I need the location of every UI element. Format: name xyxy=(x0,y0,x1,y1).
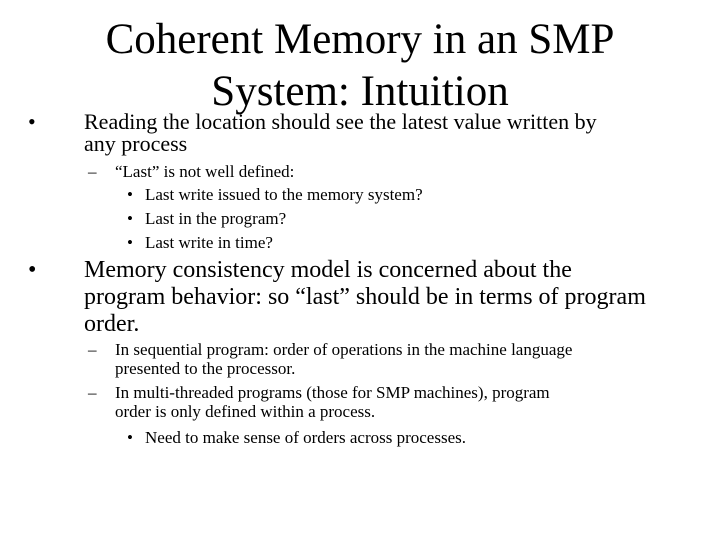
subsub-1-marker: • xyxy=(127,185,133,204)
subsub-3-text: Last write in time? xyxy=(145,233,273,252)
subsub-4-text: Need to make sense of orders across processes. xyxy=(145,428,466,447)
subsub-2-marker: • xyxy=(127,209,133,228)
bullet-2-line-1: Memory consistency model is concerned about the xyxy=(84,257,572,283)
bullet-1-line-2: any process xyxy=(84,131,188,156)
sub-1-marker: – xyxy=(88,162,97,181)
sub-1-text: “Last” is not well defined: xyxy=(115,162,295,181)
subsub-2-text: Last in the program? xyxy=(145,209,287,228)
bullet-1-line-1: Reading the location should see the latest value written by xyxy=(84,109,597,134)
subsub-4-marker: • xyxy=(127,428,133,447)
sub-2-line-1: In sequential program: order of operations in the machine language xyxy=(115,340,573,359)
subsub-1-text: Last write issued to the memory system? xyxy=(145,185,423,204)
title-line-2: System: Intuition xyxy=(211,68,509,115)
bullet-2-line-2: program behavior: so “last” should be in terms of program xyxy=(84,284,646,310)
sub-3-line-2: order is only defined within a process. xyxy=(115,402,376,421)
slide-title xyxy=(60,14,660,118)
bullet-2-line-3: order. xyxy=(84,311,140,337)
subsub-3-marker: • xyxy=(127,233,133,252)
sub-2-marker: – xyxy=(88,340,97,359)
sub-3-marker: – xyxy=(88,383,97,402)
title-line-1: Coherent Memory in an SMP xyxy=(105,16,615,63)
bullet-1-marker: • xyxy=(28,109,36,134)
sub-3-line-1: In multi-threaded programs (those for SMP machines), program xyxy=(115,383,550,402)
sub-2-line-2: presented to the processor. xyxy=(115,359,296,378)
bullet-2-marker: • xyxy=(28,257,37,283)
